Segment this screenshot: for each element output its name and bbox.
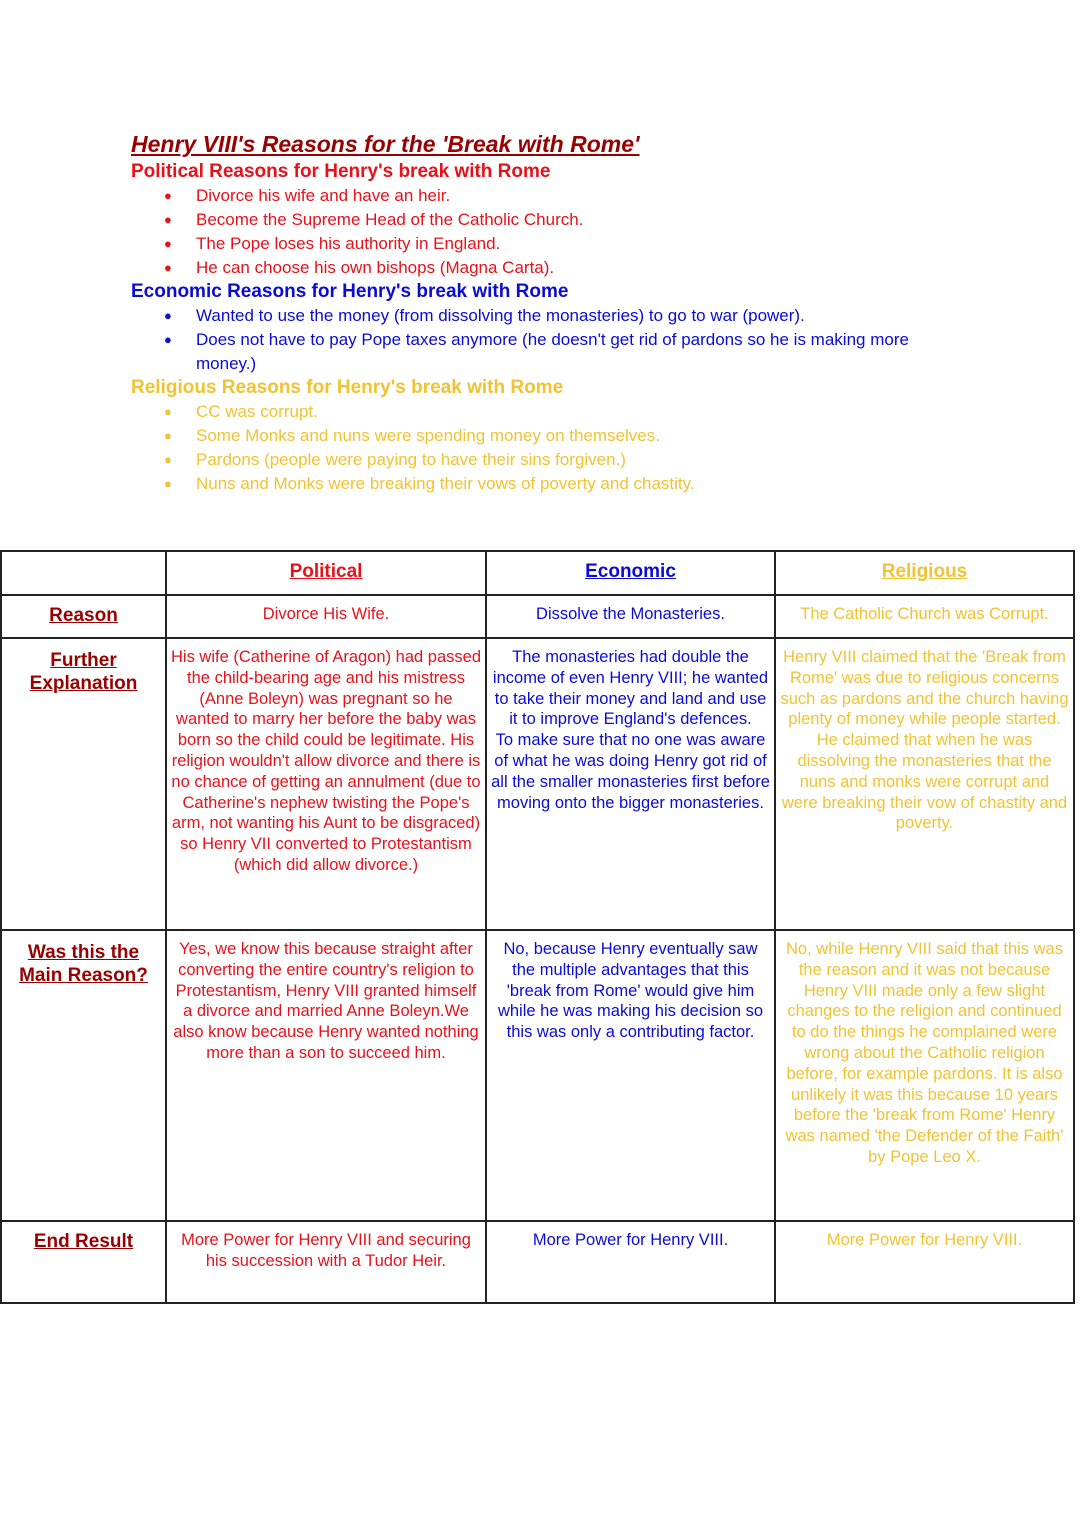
religious-list [131,400,931,496]
political-heading: Political Reasons for Henry's break with Rome [131,161,551,182]
list-item: ● Divorce his wife and have an heir. [196,184,931,208]
notes-section [131,130,931,496]
column-header-economic: Economic [486,551,775,595]
table-cell: Divorce His Wife. [166,595,486,638]
page-title: Henry VIII's Reasons for the 'Break with Rome' [131,131,640,157]
row-label: Reason [1,595,166,638]
table-cell: More Power for Henry VIII. [775,1221,1074,1303]
table-cell: No, while Henry VIII said that this was the reason and it was not because Henry VIII made only a few slight changes to the religion and continued to do the things he complained were wrong about the Catholic religion before, for example pardons. It is also unlikely it was this because 10 years before the 'break from Rome' Henry was named 'the Defender of the Faith' by Pope Leo X. [775,930,1074,1221]
list-item: ● Pardons (people were paying to have their sins forgiven.) [196,448,931,472]
table-cell: Dissolve the Monasteries. [486,595,775,638]
table-cell: More Power for Henry VIII and securing his succession with a Tudor Heir. [166,1221,486,1303]
row-label: Was this the Main Reason? [1,930,166,1221]
list-item: ● Become the Supreme Head of the Catholic Church. [196,208,931,232]
list-item: ● Nuns and Monks were breaking their vows of poverty and chastity. [196,472,931,496]
political-list [131,184,931,280]
economic-heading: Economic Reasons for Henry's break with Rome [131,281,569,302]
table-cell: The monasteries had double the income of even Henry VIII; he wanted to take their money and land and use it to improve England's defences. To make sure that no one was aware of what he was doing Henry got rid of all the smaller monasteries first before moving onto the bigger monasteries. [486,638,775,930]
table-cell: Yes, we know this because straight after converting the entire country's religion to Protestantism, Henry VIII granted himself a divorce and married Anne Boleyn.We also know because Henry wanted nothing more than a son to succeed him. [166,930,486,1221]
table-cell: No, because Henry eventually saw the multiple advantages that this 'break from Rome' would give him while he was making his decision so this was only a contributing factor. [486,930,775,1221]
table-row [1,1221,1074,1303]
table-cell: More Power for Henry VIII. [486,1221,775,1303]
table-cell: His wife (Catherine of Aragon) had passed the child-bearing age and his mistress (Anne Boleyn) was pregnant so he wanted to marry her before the baby was born so the child could be legitimate. His religion wouldn't allow divorce and there is no chance of getting an annulment (due to Catherine's nephew twisting the Pope's arm, not wanting his Aunt to be disgraced) so Henry VII converted to Protestantism (which did allow divorce.) [166,638,486,930]
table-row [1,595,1074,638]
list-item: ● The Pope loses his authority in England. [196,232,931,256]
economic-list [131,304,931,376]
comparison-table [0,550,1075,1304]
column-header-political: Political [166,551,486,595]
list-item: ● Does not have to pay Pope taxes anymore (he doesn't get rid of pardons so he is making more money.) [196,328,916,376]
religious-heading: Religious Reasons for Henry's break with Rome [131,377,564,398]
column-header-religious: Religious [775,551,1074,595]
row-label: Further Explanation [1,638,166,930]
table-header-row [1,551,1074,595]
list-item: ● Wanted to use the money (from dissolving the monasteries) to go to war (power). [196,304,931,328]
list-item: ● He can choose his own bishops (Magna Carta). [196,256,931,280]
table-row [1,638,1074,930]
table-cell: The Catholic Church was Corrupt. [775,595,1074,638]
table-row [1,930,1074,1221]
row-label: End Result [1,1221,166,1303]
list-item: ● Some Monks and nuns were spending money on themselves. [196,424,931,448]
list-item: ● CC was corrupt. [196,400,931,424]
table-cell: Henry VIII claimed that the 'Break from Rome' was due to religious concerns such as pardons and the church having plenty of money while people started. He claimed that when he was dissolving the monasteries that the nuns and monks were corrupt and were breaking their vow of chastity and poverty. [775,638,1074,930]
